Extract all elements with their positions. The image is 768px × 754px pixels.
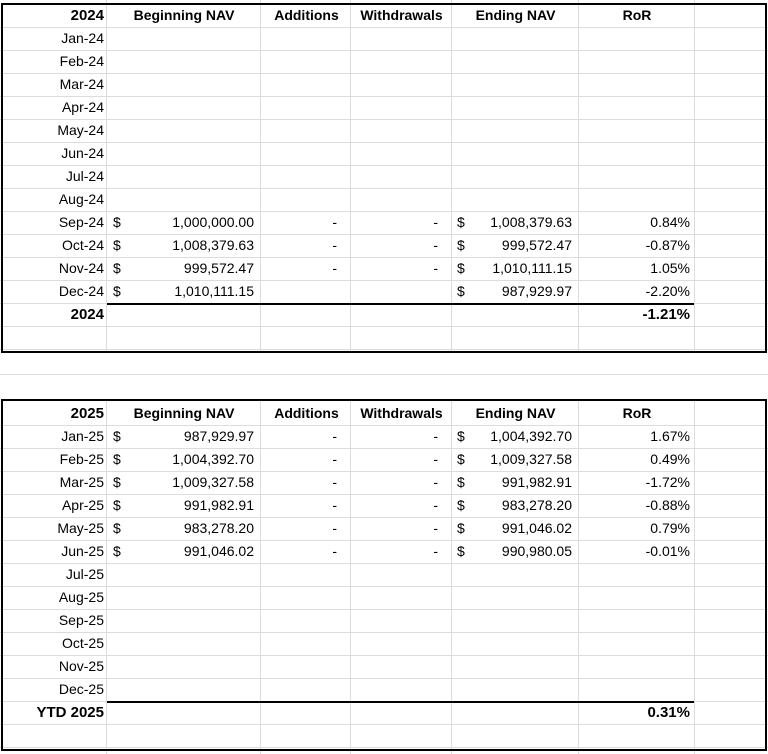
withdrawals-header: Withdrawals — [360, 405, 443, 421]
beginning-nav-value: 1,009,327.58 — [172, 474, 254, 490]
ending-nav-currency: $ — [457, 497, 465, 513]
beginning-nav-currency: $ — [113, 214, 121, 230]
withdrawals-value: - — [433, 474, 438, 490]
beginning-nav-value: 1,004,392.70 — [172, 451, 254, 467]
ror-value: 0.84% — [650, 214, 690, 230]
month-label: Dec-24 — [58, 283, 104, 299]
ending-nav-header: Ending NAV — [475, 405, 556, 421]
beginning-nav-currency: $ — [113, 451, 121, 467]
ending-nav-value: 1,009,327.58 — [490, 451, 572, 467]
ror-value: -1.72% — [645, 474, 690, 490]
ror-header: RoR — [622, 405, 652, 421]
month-label: Aug-24 — [58, 191, 104, 207]
month-label: Sep-25 — [58, 612, 104, 628]
total-label: 2024 — [70, 306, 104, 323]
ending-nav-currency: $ — [457, 260, 465, 276]
year-header: 2025 — [70, 405, 104, 422]
beginning-nav-value: 983,278.20 — [183, 520, 254, 536]
month-label: Jan-25 — [61, 428, 104, 444]
month-label: Jul-25 — [65, 566, 104, 582]
ending-nav-currency: $ — [457, 428, 465, 444]
beginning-nav-currency: $ — [113, 428, 121, 444]
month-label: Apr-24 — [61, 99, 104, 115]
withdrawals-value: - — [433, 260, 438, 276]
month-label: Apr-25 — [61, 497, 104, 513]
additions-value: - — [332, 214, 337, 230]
ror-value: 1.05% — [650, 260, 690, 276]
beginning-nav-value: 1,008,379.63 — [172, 237, 254, 253]
additions-value: - — [332, 520, 337, 536]
month-label: Oct-25 — [61, 635, 104, 651]
ending-nav-currency: $ — [457, 283, 465, 299]
additions-header: Additions — [274, 7, 339, 23]
additions-value: - — [332, 497, 337, 513]
year-header: 2024 — [70, 7, 104, 24]
beginning-nav-currency: $ — [113, 237, 121, 253]
month-label: May-25 — [57, 520, 104, 536]
ror-value: 0.49% — [650, 451, 690, 467]
month-label: May-24 — [57, 122, 104, 138]
month-label: Jun-25 — [61, 543, 104, 559]
beginning-nav-header: Beginning NAV — [133, 7, 235, 23]
additions-value: - — [332, 428, 337, 444]
beginning-nav-currency: $ — [113, 520, 121, 536]
total-ror: -1.21% — [642, 306, 690, 323]
additions-value: - — [332, 543, 337, 559]
section-2025-border — [1, 399, 767, 751]
ending-nav-currency: $ — [457, 451, 465, 467]
beginning-nav-currency: $ — [113, 283, 121, 299]
month-label: Nov-24 — [58, 260, 104, 276]
additions-value: - — [332, 237, 337, 253]
ending-nav-currency: $ — [457, 237, 465, 253]
withdrawals-value: - — [433, 428, 438, 444]
ending-nav-value: 991,982.91 — [501, 474, 572, 490]
month-label: Jun-24 — [61, 145, 104, 161]
ending-nav-currency: $ — [457, 520, 465, 536]
withdrawals-value: - — [433, 543, 438, 559]
additions-value: - — [332, 474, 337, 490]
section-2024-border — [1, 3, 767, 353]
withdrawals-value: - — [433, 497, 438, 513]
ror-value: -0.87% — [645, 237, 690, 253]
ending-nav-value: 1,004,392.70 — [490, 428, 572, 444]
ending-nav-value: 990,980.05 — [501, 543, 572, 559]
ending-nav-value: 983,278.20 — [501, 497, 572, 513]
ror-value: -0.01% — [645, 543, 690, 559]
beginning-nav-currency: $ — [113, 497, 121, 513]
withdrawals-value: - — [433, 237, 438, 253]
ending-nav-value: 999,572.47 — [501, 237, 572, 253]
additions-value: - — [332, 260, 337, 276]
month-label: Sep-24 — [58, 214, 104, 230]
beginning-nav-value: 991,982.91 — [183, 497, 254, 513]
section-gap — [0, 351, 768, 401]
beginning-nav-currency: $ — [113, 543, 121, 559]
ending-nav-currency: $ — [457, 543, 465, 559]
additions-value: - — [332, 451, 337, 467]
beginning-nav-currency: $ — [113, 260, 121, 276]
ror-value: 0.79% — [650, 520, 690, 536]
beginning-nav-value: 991,046.02 — [183, 543, 254, 559]
beginning-nav-value: 987,929.97 — [183, 428, 254, 444]
month-label: Dec-25 — [58, 681, 104, 697]
month-label: Feb-24 — [59, 53, 104, 69]
ror-value: 1.67% — [650, 428, 690, 444]
month-label: Feb-25 — [59, 451, 104, 467]
ending-nav-header: Ending NAV — [475, 7, 556, 23]
additions-header: Additions — [274, 405, 339, 421]
ending-nav-value: 1,008,379.63 — [490, 214, 572, 230]
month-label: Aug-25 — [58, 589, 104, 605]
ending-nav-currency: $ — [457, 214, 465, 230]
total-label: YTD 2025 — [36, 704, 104, 721]
ending-nav-value: 991,046.02 — [501, 520, 572, 536]
withdrawals-value: - — [433, 451, 438, 467]
month-label: Mar-24 — [59, 76, 104, 92]
month-label: Jul-24 — [65, 168, 104, 184]
withdrawals-value: - — [433, 520, 438, 536]
ror-value: -2.20% — [645, 283, 690, 299]
month-label: Mar-25 — [59, 474, 104, 490]
withdrawals-header: Withdrawals — [360, 7, 443, 23]
gridline-row — [0, 374, 768, 375]
beginning-nav-header: Beginning NAV — [133, 405, 235, 421]
month-label: Oct-24 — [61, 237, 104, 253]
beginning-nav-currency: $ — [113, 474, 121, 490]
withdrawals-value: - — [433, 214, 438, 230]
total-ror: 0.31% — [647, 704, 690, 721]
ending-nav-value: 987,929.97 — [501, 283, 572, 299]
ending-nav-value: 1,010,111.15 — [492, 260, 572, 276]
beginning-nav-value: 999,572.47 — [183, 260, 254, 276]
beginning-nav-value: 1,000,000.00 — [172, 214, 254, 230]
beginning-nav-value: 1,010,111.15 — [174, 283, 254, 299]
month-label: Jan-24 — [61, 30, 104, 46]
month-label: Nov-25 — [58, 658, 104, 674]
ror-header: RoR — [622, 7, 652, 23]
ror-value: -0.88% — [645, 497, 690, 513]
ending-nav-currency: $ — [457, 474, 465, 490]
